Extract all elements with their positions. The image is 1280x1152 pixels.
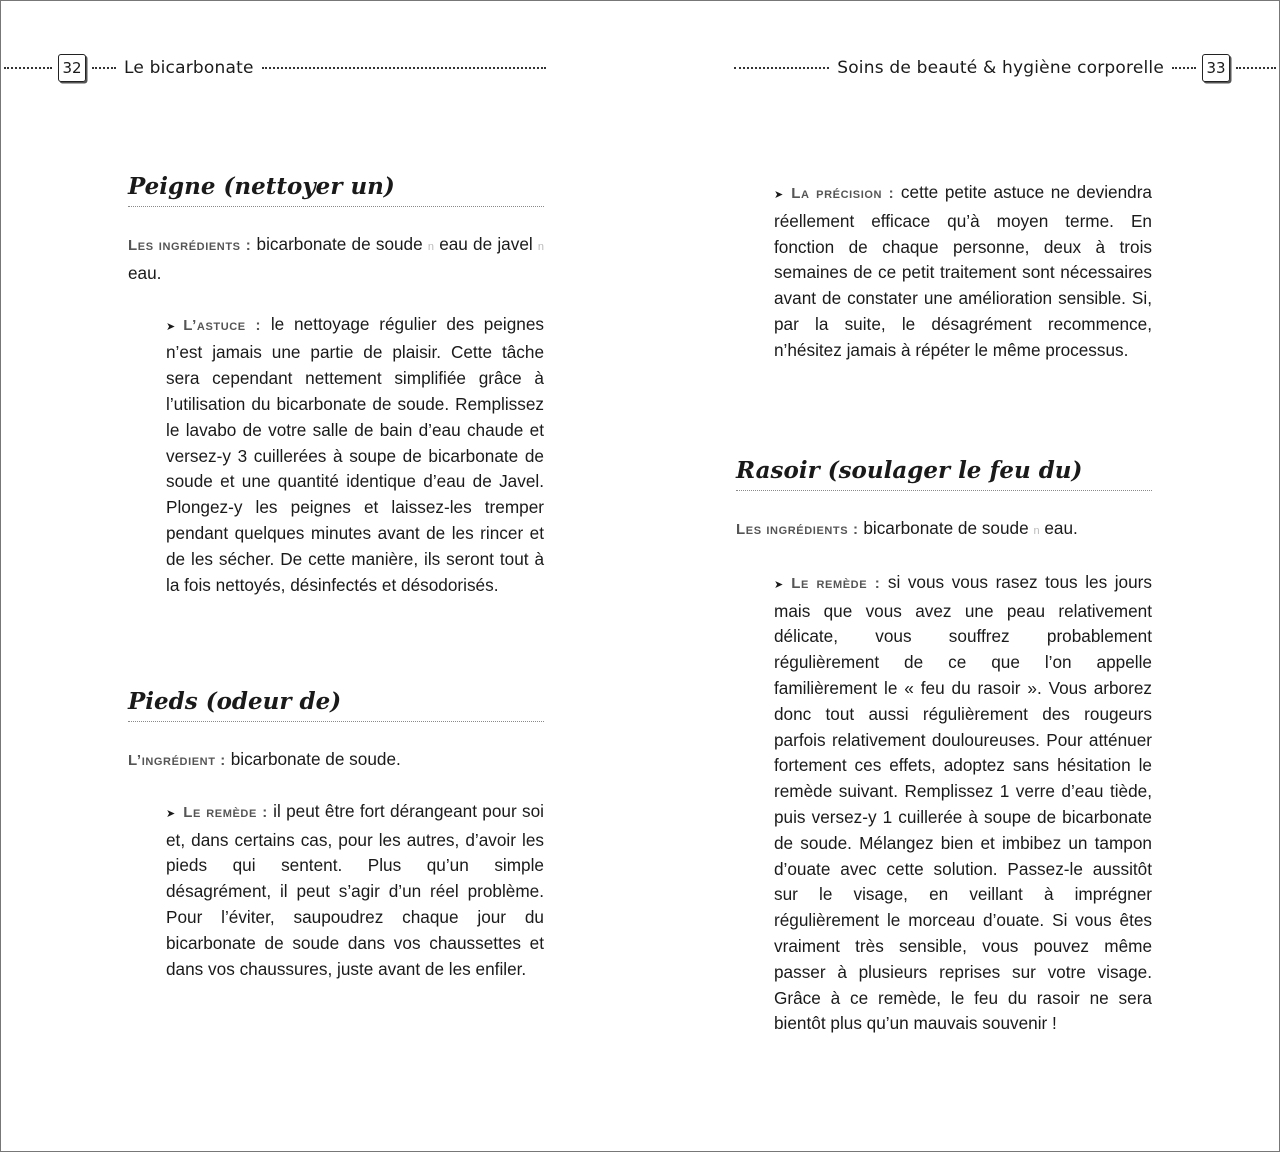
note-text: il peut être fort dérangeant pour soi et, dans certains cas, pour les autres, d’avoir les pieds qui sentent. Plus qu’un simple désagrément, il peut s’agir d’un réel problème. Pour l’éviter, saupoudrez chaque jour du bicarbonate de soude dans vos chaussettes et dans vos chaussures, juste avant de les enfiler. [166, 800, 544, 979]
entry-title: Pieds (odeur de) [128, 687, 544, 722]
ingredients-label: L’ingrédient : [128, 752, 226, 769]
separator-glyph: n [427, 241, 434, 253]
note-label: Le remède : [183, 803, 268, 821]
note-paragraph [128, 799, 544, 983]
separator-glyph: n [1033, 525, 1040, 537]
entry-peigne [128, 172, 544, 598]
header-dots [92, 67, 116, 69]
ingredients-line [736, 516, 1152, 545]
ingredients-label: Les ingrédients : [128, 237, 252, 254]
note-text: si vous vous rasez tous les jours mais que vous avez une peau relativement délicate, vous souffrez probablement régulièrement de ce que l’on appelle familièrement le « feu du rasoir ». Vous arborez donc tout aussi régulièrement des rougeurs parfois relativement douloureuses. Pour atténuer fortement ces effets, adoptez sans hésitation le remède suivant. Remplissez 1 verre d’eau tiède, puis versez-y 1 cuillerée à soupe de bicarbonate de soude. Mélangez bien et imbibez un tampon d’ouate avec cette solution. Passez-le aussitôt sur le visage, en veillant à imprégner régulièrement le morceau d’ouate. Si vous êtes vraiment très sensible, vous pouvez même passer à plusieurs reprises sur votre visage. Grâce à ce remède, le feu du rasoir ne sera bientôt plus qu’un mauvais souvenir ! [774, 571, 1152, 1034]
ingredients-line [128, 747, 544, 774]
note-paragraph [736, 180, 1152, 364]
header-dots [262, 67, 546, 69]
header-dots [1236, 67, 1276, 69]
left-running-title: Le bicarbonate [124, 58, 254, 78]
ingredient-item: bicarbonate de soude [256, 234, 423, 254]
right-page-number: 33 [1202, 54, 1230, 82]
ingredient-item: eau. [128, 262, 162, 283]
ingredients-label: Les ingrédients : [736, 521, 859, 538]
left-running-header [4, 52, 546, 84]
note-label: La précision : [791, 185, 895, 202]
ingredient-item: bicarbonate de soude [863, 518, 1029, 538]
ingredient-item: bicarbonate de soude. [230, 749, 401, 769]
entry-pieds [128, 687, 544, 982]
note-label: Le remède : [791, 574, 881, 592]
arrow-icon: ➤ [166, 807, 176, 820]
entry-title: Rasoir (soulager le feu du) [736, 456, 1152, 491]
ingredient-item: eau. [1044, 518, 1078, 538]
arrow-icon: ➤ [774, 578, 784, 591]
header-dots [734, 67, 829, 69]
note-text: cette petite astuce ne deviendra réellement efficace qu’à moyen terme. En fonction de chaque personne, deux à trois semaines de ce petit traitement sont nécessaires avant de constater une amélioration sensible. Si, par la suite, le désagrément recommence, n’hésitez jamais à répéter le même processus. [774, 182, 1152, 360]
separator-glyph: n [537, 241, 545, 253]
entry-rasoir [736, 456, 1152, 1037]
arrow-icon: ➤ [166, 320, 176, 333]
note-text: le nettoyage régulier des peignes n’est jamais une partie de plaisir. Cette tâche sera cependant nettement simplifiée grâce à l’utilisation du bicarbonate de soude. Remplissez le lavabo de votre salle de bain d’eau chaude et versez-y 3 cuillerées à soupe de bicarbonate de soude et une quantité identique d’eau de Javel. Plongez-y les peignes et laissez-les tremper pendant quelques minutes avant de les rincer et de les sécher. De cette manière, ils seront tout à la fois nettoyés, désinfectés et désodorisés. [166, 313, 544, 595]
header-dots [1172, 67, 1196, 69]
note-label: L’astuce : [183, 316, 262, 334]
right-running-header [734, 52, 1276, 84]
right-running-title: Soins de beauté & hygiène corporelle [837, 58, 1164, 78]
ingredients-line [128, 232, 544, 287]
left-page-number: 32 [58, 54, 86, 82]
arrow-icon: ➤ [774, 189, 784, 201]
note-paragraph [128, 312, 544, 599]
entry-title: Peigne (nettoyer un) [128, 172, 544, 207]
ingredient-item: eau de javel [439, 234, 533, 254]
continued-note [736, 180, 1152, 364]
header-dots [4, 67, 52, 69]
note-paragraph [736, 570, 1152, 1037]
